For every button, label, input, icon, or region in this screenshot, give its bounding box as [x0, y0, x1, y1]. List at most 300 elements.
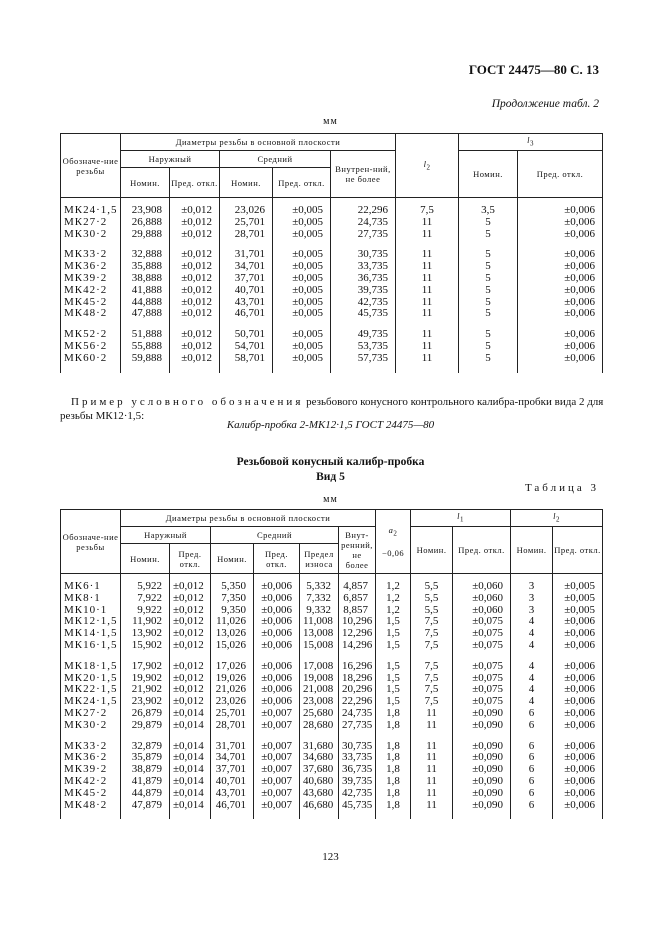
table-cell: 44,879	[121, 788, 170, 800]
table-cell: ±0,006	[518, 261, 603, 273]
table-row	[61, 217, 603, 229]
table-cell: 4	[511, 652, 553, 673]
table-continuation-note: Продолжение табл. 2	[491, 98, 599, 110]
table-cell: ±0,012	[170, 353, 220, 373]
col-l2-nominal: Номин.	[511, 527, 553, 574]
table-cell: ±0,075	[453, 684, 511, 696]
col-l2-tolerance: Пред. откл.	[553, 527, 603, 574]
table-cell: 25,680	[300, 708, 339, 720]
table-cell: ±0,012	[170, 261, 220, 273]
table-cell: ±0,006	[254, 652, 300, 673]
table-cell: ±0,005	[273, 320, 331, 341]
table-cell: ±0,075	[453, 673, 511, 685]
table-cell: 30,735	[331, 240, 396, 261]
table-cell: 20,296	[339, 684, 376, 696]
table-cell: 19,902	[121, 673, 170, 685]
table-cell: 42,735	[339, 788, 376, 800]
table-cell: 13,902	[121, 628, 170, 640]
table-cell: ±0,012	[170, 616, 211, 628]
table-cell: ±0,075	[453, 616, 511, 628]
table-cell: ±0,005	[273, 240, 331, 261]
table-cell: 39,735	[339, 776, 376, 788]
table-cell: ±0,006	[553, 708, 603, 720]
table-cell: 1,8	[376, 764, 411, 776]
table-cell: 36,735	[331, 273, 396, 285]
table-cell: 13,008	[300, 628, 339, 640]
table-cell: ±0,012	[170, 605, 211, 617]
table-cell: 5,5	[411, 574, 453, 593]
thread-designation-cell: МК42·2	[61, 285, 121, 297]
table-row	[61, 574, 603, 593]
table-cell: ±0,006	[518, 297, 603, 309]
thread-designation-cell: МК20·1,5	[61, 673, 121, 685]
col-l1-tolerance: Пред. откл.	[453, 527, 511, 574]
table-cell: 6	[511, 788, 553, 800]
table-cell: 15,026	[211, 640, 254, 652]
table-cell: ±0,012	[170, 628, 211, 640]
table-cell: 19,026	[211, 673, 254, 685]
table-cell: 29,888	[121, 229, 170, 241]
table-cell: 35,879	[121, 752, 170, 764]
col-middle-tolerance: Пред. откл.	[273, 168, 331, 198]
thread-designation-cell: МК42·2	[61, 776, 121, 788]
table-cell: ±0,006	[553, 752, 603, 764]
table-cell: 7,5	[411, 696, 453, 708]
table-cell: 43,701	[211, 788, 254, 800]
table-cell: ±0,006	[518, 341, 603, 353]
example-formula: Калибр-пробка 2-МК12·1,5 ГОСТ 24475—80	[226, 419, 435, 431]
thread-designation-cell: МК22·1,5	[61, 684, 121, 696]
table-cell: 1,5	[376, 696, 411, 708]
table-cell: 6	[511, 720, 553, 732]
table-cell: ±0,014	[170, 800, 211, 820]
table-cell: 28,701	[211, 720, 254, 732]
table-cell: 6	[511, 764, 553, 776]
table-cell: ±0,007	[254, 788, 300, 800]
table-cell: 4	[511, 684, 553, 696]
table-cell: 5	[459, 229, 518, 241]
table-row	[61, 708, 603, 720]
page-number: 123	[322, 851, 339, 863]
example-heading: Пример условного обозначения	[71, 396, 304, 408]
table-cell: ±0,014	[170, 752, 211, 764]
col-middle: Средний	[220, 151, 331, 168]
table-cell: 1,5	[376, 616, 411, 628]
table-row	[61, 320, 603, 341]
col-l1: $l_1$	[411, 510, 511, 527]
table-cell: ±0,005	[273, 341, 331, 353]
table-row	[61, 640, 603, 652]
table-cell: 9,350	[211, 605, 254, 617]
table-cell: ±0,006	[553, 652, 603, 673]
thread-designation-cell: МК30·2	[61, 720, 121, 732]
table-cell: 29,879	[121, 720, 170, 732]
table-cell: ±0,006	[518, 308, 603, 320]
col-l1-nominal: Номин.	[411, 527, 453, 574]
table-cell: 41,888	[121, 285, 170, 297]
table-cell: 26,879	[121, 708, 170, 720]
table-cell: 25,701	[220, 217, 273, 229]
table-cell: 9,332	[300, 605, 339, 617]
col-l3-tolerance: Пред. откл.	[518, 151, 603, 198]
table-cell: ±0,005	[273, 261, 331, 273]
table-cell: ±0,005	[273, 353, 331, 373]
table-cell: 38,888	[121, 273, 170, 285]
table-cell: 45,735	[339, 800, 376, 820]
table-cell: 11	[411, 788, 453, 800]
table-cell: 34,701	[211, 752, 254, 764]
table-row	[61, 198, 603, 217]
table-cell: ±0,006	[254, 593, 300, 605]
table-cell: 6	[511, 752, 553, 764]
table-cell: ±0,012	[170, 217, 220, 229]
table-cell: ±0,060	[453, 574, 511, 593]
table-cell: 11	[396, 353, 459, 373]
table-cell: ±0,012	[170, 240, 220, 261]
table-row	[61, 285, 603, 297]
table-cell: 33,735	[331, 261, 396, 273]
table-cell: 11,902	[121, 616, 170, 628]
table-cell: 28,680	[300, 720, 339, 732]
document-header: ГОСТ 24475—80 С. 13	[468, 62, 599, 77]
table-cell: ±0,006	[553, 800, 603, 820]
table-cell: 11	[396, 320, 459, 341]
thread-designation-cell: МК33·2	[61, 732, 121, 753]
table-cell: 37,701	[220, 273, 273, 285]
section-title: Резьбовой конусный калибр-пробка	[236, 456, 425, 468]
table-cell: ±0,006	[254, 673, 300, 685]
table-cell: ±0,012	[170, 341, 220, 353]
table-cell: 1,8	[376, 776, 411, 788]
col-a2: $a_2$ −0,06	[376, 510, 411, 574]
table-cell: ±0,006	[518, 285, 603, 297]
example-text: резьбового конусного контрольного калибра-пробки вида 2 для резьбы МК12·1,5:	[60, 396, 604, 422]
table-cell: ±0,014	[170, 776, 211, 788]
table-cell: 5	[459, 341, 518, 353]
table-cell: 1,2	[376, 605, 411, 617]
table-cell: 23,026	[220, 198, 273, 217]
table-cell: 4	[511, 628, 553, 640]
table-cell: 41,879	[121, 776, 170, 788]
table-cell: 1,5	[376, 684, 411, 696]
col-middle-tolerance: Пред. откл.	[254, 544, 300, 574]
table-cell: 40,701	[211, 776, 254, 788]
table-cell: ±0,075	[453, 640, 511, 652]
table-cell: ±0,012	[170, 652, 211, 673]
table-cell: 9,922	[121, 605, 170, 617]
table-cell: 11	[396, 297, 459, 309]
table-cell: 1,5	[376, 628, 411, 640]
table-cell: ±0,090	[453, 776, 511, 788]
table-cell: 3	[511, 605, 553, 617]
table-cell: ±0,014	[170, 708, 211, 720]
thread-designation-cell: МК8·1	[61, 593, 121, 605]
col-l3: $l_3$	[459, 134, 603, 151]
table-cell: 47,879	[121, 800, 170, 820]
table-cell: 37,680	[300, 764, 339, 776]
table-cell: 1,8	[376, 788, 411, 800]
table-cell: 11	[396, 217, 459, 229]
table-cell: 7,5	[411, 684, 453, 696]
table-cell: ±0,060	[453, 593, 511, 605]
table-cell: ±0,006	[553, 628, 603, 640]
table-cell: ±0,090	[453, 720, 511, 732]
table-row	[61, 732, 603, 753]
table-cell: ±0,012	[170, 684, 211, 696]
table-cell: 14,296	[339, 640, 376, 652]
thread-designation-cell: МК30·2	[61, 229, 121, 241]
table-cell: 31,701	[211, 732, 254, 753]
table-cell: 37,701	[211, 764, 254, 776]
table-cell: 46,680	[300, 800, 339, 820]
table-cell: ±0,090	[453, 752, 511, 764]
thread-designation-cell: МК39·2	[61, 764, 121, 776]
table-cell: ±0,007	[254, 752, 300, 764]
col-designation: Обозначе-ние резьбы	[61, 134, 121, 198]
thread-gauge-table-3	[60, 509, 603, 819]
table-cell: 31,680	[300, 732, 339, 753]
table-cell: ±0,075	[453, 696, 511, 708]
table-cell: 38,879	[121, 764, 170, 776]
table-cell: 1,2	[376, 574, 411, 593]
table-cell: 7,5	[411, 652, 453, 673]
table-cell: ±0,006	[553, 640, 603, 652]
table-cell: ±0,012	[170, 308, 220, 320]
table-cell: ±0,012	[170, 297, 220, 309]
table-cell: 11	[396, 273, 459, 285]
table-cell: ±0,012	[170, 229, 220, 241]
table-cell: 49,735	[331, 320, 396, 341]
table-cell: ±0,006	[518, 240, 603, 261]
table-cell: 40,701	[220, 285, 273, 297]
table-cell: ±0,090	[453, 732, 511, 753]
table-cell: 57,735	[331, 353, 396, 373]
table-row	[61, 240, 603, 261]
table-cell: ±0,006	[254, 640, 300, 652]
table-cell: ±0,006	[553, 764, 603, 776]
table-number: Таблица 3	[524, 482, 599, 494]
table-cell: 17,026	[211, 652, 254, 673]
table-cell: 5,332	[300, 574, 339, 593]
table-cell: 7,5	[411, 616, 453, 628]
table-cell: 30,735	[339, 732, 376, 753]
table-cell: ±0,075	[453, 628, 511, 640]
col-outer: Наружный	[121, 527, 211, 544]
table-cell: ±0,012	[170, 673, 211, 685]
thread-designation-cell: МК27·2	[61, 708, 121, 720]
table-cell: ±0,014	[170, 764, 211, 776]
table-cell: ±0,012	[170, 640, 211, 652]
table-cell: 11	[411, 764, 453, 776]
table-cell: 3,5	[459, 198, 518, 217]
thread-designation-cell: МК24·1,5	[61, 198, 121, 217]
table-cell: 1,2	[376, 593, 411, 605]
table-cell: 22,296	[331, 198, 396, 217]
col-outer-nominal: Номин.	[121, 168, 170, 198]
table-cell: 5	[459, 217, 518, 229]
table-cell: ±0,006	[553, 788, 603, 800]
table-cell: 7,5	[411, 628, 453, 640]
table-cell: 3	[511, 593, 553, 605]
table-cell: 53,735	[331, 341, 396, 353]
table-cell: ±0,005	[553, 593, 603, 605]
table-cell: 11	[411, 708, 453, 720]
thread-designation-cell: МК18·1,5	[61, 652, 121, 673]
table-cell: 23,008	[300, 696, 339, 708]
table-cell: ±0,005	[273, 229, 331, 241]
table-row	[61, 720, 603, 732]
table-cell: ±0,005	[273, 285, 331, 297]
table-row	[61, 788, 603, 800]
thread-designation-cell: МК48·2	[61, 308, 121, 320]
table-cell: ±0,006	[553, 673, 603, 685]
col-diameters-group: Диаметры резьбы в основной плоскости	[121, 510, 376, 527]
col-l2: $l_2$	[396, 134, 459, 198]
table-cell: 26,888	[121, 217, 170, 229]
table-cell: 15,902	[121, 640, 170, 652]
table-cell: 7,332	[300, 593, 339, 605]
table-cell: 7,922	[121, 593, 170, 605]
thread-designation-cell: МК56·2	[61, 341, 121, 353]
col-middle-nominal: Номин.	[211, 544, 254, 574]
table-cell: ±0,006	[254, 684, 300, 696]
table-cell: ±0,006	[254, 616, 300, 628]
table-cell: 46,701	[211, 800, 254, 820]
table-cell: ±0,007	[254, 764, 300, 776]
table-cell: 1,5	[376, 652, 411, 673]
table-cell: 15,008	[300, 640, 339, 652]
table-cell: 23,902	[121, 696, 170, 708]
table-cell: ±0,006	[518, 229, 603, 241]
table-cell: ±0,006	[518, 198, 603, 217]
table-cell: ±0,007	[254, 732, 300, 753]
table-cell: ±0,005	[273, 308, 331, 320]
thread-designation-cell: МК10·1	[61, 605, 121, 617]
table-row	[61, 341, 603, 353]
table-cell: 6	[511, 776, 553, 788]
table-cell: ±0,014	[170, 732, 211, 753]
table-cell: 50,701	[220, 320, 273, 341]
table-cell: 11	[396, 261, 459, 273]
table-cell: 43,701	[220, 297, 273, 309]
table-cell: 34,701	[220, 261, 273, 273]
table-cell: 16,296	[339, 652, 376, 673]
table-cell: ±0,006	[518, 320, 603, 341]
table-cell: 32,888	[121, 240, 170, 261]
table-cell: 24,735	[331, 217, 396, 229]
table-cell: 22,296	[339, 696, 376, 708]
table-cell: 8,857	[339, 605, 376, 617]
thread-designation-cell: МК39·2	[61, 273, 121, 285]
table-cell: 46,701	[220, 308, 273, 320]
table-cell: 11,026	[211, 616, 254, 628]
thread-designation-cell: МК16·1,5	[61, 640, 121, 652]
table-row	[61, 229, 603, 241]
table-cell: 18,296	[339, 673, 376, 685]
thread-designation-cell: МК52·2	[61, 320, 121, 341]
table-cell: 11	[411, 720, 453, 732]
table-cell: 21,026	[211, 684, 254, 696]
table-cell: ±0,007	[254, 800, 300, 820]
table-cell: 27,735	[331, 229, 396, 241]
table-cell: 21,902	[121, 684, 170, 696]
table-row	[61, 800, 603, 820]
table-cell: 39,735	[331, 285, 396, 297]
col-l2: $l_2$	[511, 510, 603, 527]
table-cell: 45,735	[331, 308, 396, 320]
table-cell: ±0,012	[170, 285, 220, 297]
table-cell: 5	[459, 353, 518, 373]
col-diameters-group: Диаметры резьбы в основной плоскости	[121, 134, 396, 151]
table-cell: 28,701	[220, 229, 273, 241]
table-cell: 5,5	[411, 605, 453, 617]
thread-designation-cell: МК36·2	[61, 261, 121, 273]
table-cell: 6	[511, 708, 553, 720]
table-cell: ±0,012	[170, 198, 220, 217]
section-view: Вид 5	[316, 471, 345, 483]
table-cell: 5,922	[121, 574, 170, 593]
table-cell: 36,735	[339, 764, 376, 776]
table-cell: 54,701	[220, 341, 273, 353]
table-cell: ±0,005	[553, 605, 603, 617]
table-cell: 44,888	[121, 297, 170, 309]
thread-designation-cell: МК45·2	[61, 297, 121, 309]
table-cell: ±0,012	[170, 696, 211, 708]
table-cell: 5	[459, 240, 518, 261]
table-cell: ±0,005	[273, 273, 331, 285]
unit-label: мм	[323, 116, 338, 127]
table-cell: ±0,005	[553, 574, 603, 593]
table-cell: 5	[459, 285, 518, 297]
table-cell: 10,296	[339, 616, 376, 628]
table-cell: 7,5	[396, 198, 459, 217]
table-cell: 5	[459, 320, 518, 341]
table-cell: 51,888	[121, 320, 170, 341]
table-cell: ±0,090	[453, 800, 511, 820]
col-outer-tolerance: Пред. откл.	[170, 168, 220, 198]
table-cell: 11	[411, 776, 453, 788]
thread-designation-cell: МК60·2	[61, 353, 121, 373]
table-cell: 34,680	[300, 752, 339, 764]
table-cell: 5	[459, 261, 518, 273]
table-cell: ±0,006	[254, 574, 300, 593]
table-cell: 4	[511, 616, 553, 628]
table-cell: ±0,014	[170, 720, 211, 732]
table-cell: 58,701	[220, 353, 273, 373]
table-cell: ±0,012	[170, 320, 220, 341]
table-cell: 43,680	[300, 788, 339, 800]
table-cell: 55,888	[121, 341, 170, 353]
thread-designation-cell: МК45·2	[61, 788, 121, 800]
table-cell: ±0,060	[453, 605, 511, 617]
table-cell: 1,8	[376, 732, 411, 753]
table-cell: 11	[396, 285, 459, 297]
table-cell: ±0,006	[553, 696, 603, 708]
table-cell: ±0,006	[553, 732, 603, 753]
table-cell: 5	[459, 297, 518, 309]
col-designation: Обозначе-ние резьбы	[61, 510, 121, 574]
table-cell: 7,5	[411, 640, 453, 652]
col-l3-nominal: Номин.	[459, 151, 518, 198]
table-row	[61, 652, 603, 673]
thread-designation-cell: МК33·2	[61, 240, 121, 261]
table-cell: 40,680	[300, 776, 339, 788]
table-cell: 11	[411, 800, 453, 820]
table-cell: ±0,006	[254, 628, 300, 640]
table-cell: 11,008	[300, 616, 339, 628]
table-cell: 3	[511, 574, 553, 593]
table-cell: 1,5	[376, 673, 411, 685]
